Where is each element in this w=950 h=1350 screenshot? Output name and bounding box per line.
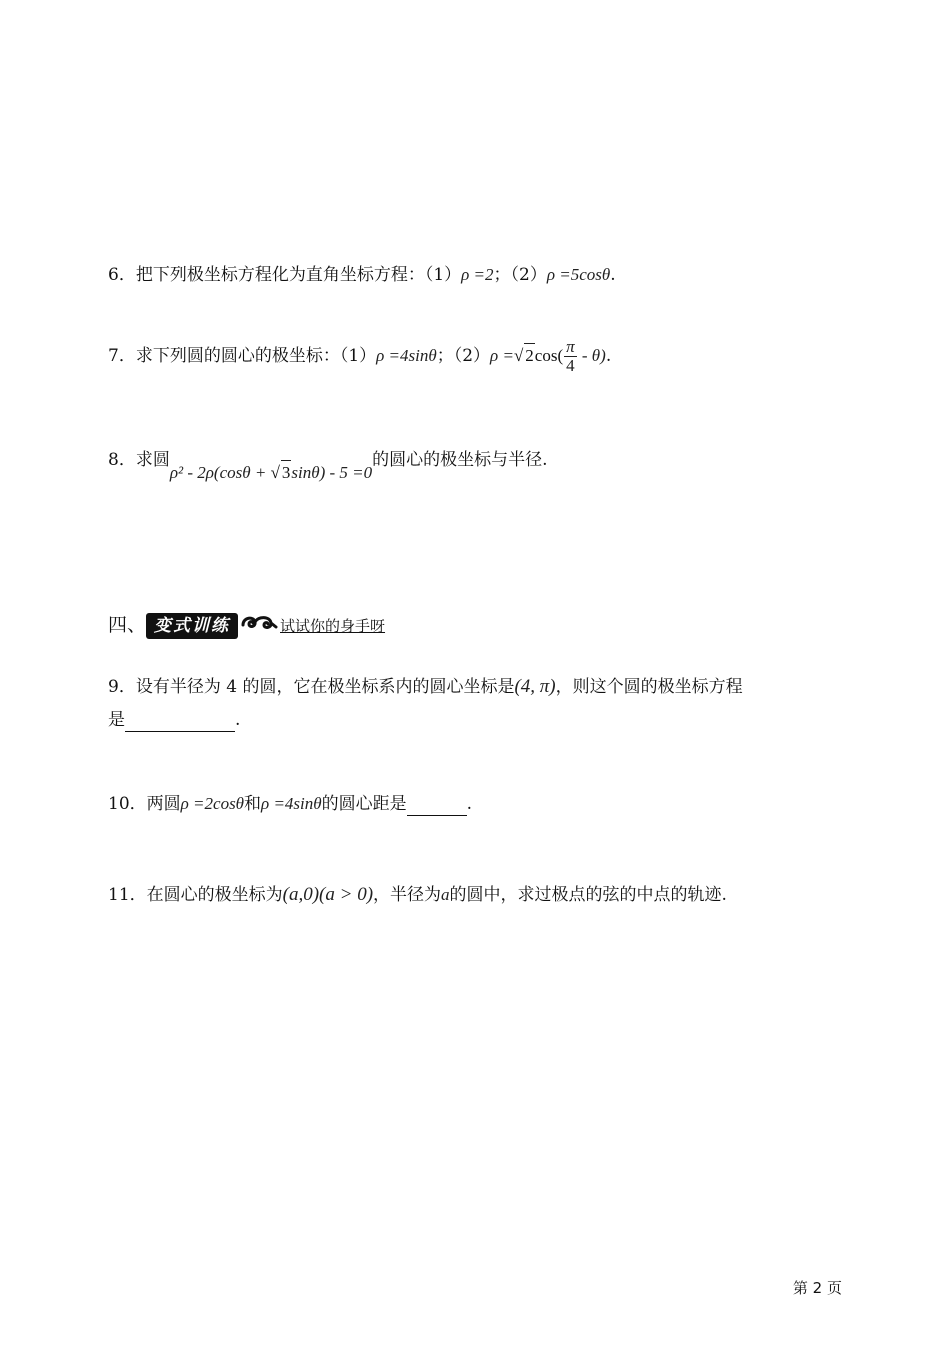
q10-answer-blank[interactable]	[407, 797, 467, 816]
q9-center: (4, π)	[514, 676, 556, 697]
q8-sqrt-value: 3	[281, 460, 292, 485]
q10-equation-1: ρ =2cosθ	[180, 794, 245, 813]
section-4-header	[108, 613, 385, 639]
q11-radius: a	[441, 885, 450, 904]
q7-fraction	[564, 338, 577, 375]
q8-equation	[170, 460, 372, 485]
section-4-prefix: 四、	[108, 614, 147, 636]
q8-end: 的圆心的极坐标与半径.	[372, 450, 548, 470]
sqrt-symbol: √	[270, 463, 280, 482]
q10-mid: 和	[244, 794, 262, 814]
q6-text: 6．把下列极坐标方程化为直角坐标方程：（1）	[108, 265, 462, 285]
swirl-icon	[240, 613, 278, 639]
q7-equation-2-prefix: ρ =	[490, 346, 514, 365]
q8-equation-suffix: sinθ) - 5 =0	[291, 463, 373, 482]
q11-center: (a,0)(a > 0)	[282, 884, 374, 905]
q11-text: 11．在圆心的极坐标为	[108, 885, 283, 905]
q7-text: 7．求下列圆的圆心的极坐标：（1）	[108, 346, 377, 366]
q8-text: 8．求圆	[108, 450, 170, 470]
q9-answer-blank[interactable]	[125, 713, 235, 732]
q7-end: .	[605, 346, 612, 366]
question-6	[108, 263, 616, 287]
q7-equation-1: ρ =4sinθ	[376, 346, 437, 365]
q7-equation-2-suffix: - θ)	[577, 346, 606, 365]
section-4-subtitle: 试试你的身手呀	[280, 617, 386, 635]
q11-end: 的圆中，求过极点的弦的中点的轨迹.	[449, 885, 727, 905]
q9-end-1: ，则这个圆的极坐标方程	[555, 677, 743, 697]
q9-end-2: .	[235, 710, 241, 730]
q7-separator: ；（2）	[436, 346, 491, 366]
q6-equation-2: ρ =5cosθ	[546, 265, 611, 284]
q10-end-2: .	[466, 794, 473, 814]
q10-equation-2: ρ =4sinθ	[261, 794, 322, 813]
q6-equation-1: ρ =2	[461, 265, 494, 284]
q7-sqrt-value: 2	[524, 343, 535, 368]
question-9-line-1	[108, 675, 743, 699]
q7-cos: cos(	[534, 346, 564, 365]
sqrt-symbol: √	[513, 346, 524, 365]
q6-separator: ；（2）	[493, 265, 547, 285]
q8-equation-prefix: ρ² - 2ρ(cosθ +	[169, 463, 271, 482]
q7-fraction-denominator: 4	[566, 356, 575, 375]
question-8	[108, 447, 548, 482]
question-11	[108, 883, 727, 907]
q9-line-2-text: 是	[108, 710, 125, 730]
question-10	[108, 792, 472, 816]
q6-end: .	[610, 265, 616, 285]
q9-text: 9．设有半径为 4 的圆，它在极坐标系内的圆心坐标是	[108, 677, 515, 697]
question-9-line-2	[108, 708, 240, 732]
question-7	[108, 338, 611, 375]
q10-end: 的圆心距是	[321, 794, 407, 814]
q7-fraction-numerator: π	[566, 337, 575, 356]
page-number: 第 2 页	[792, 1279, 842, 1297]
section-4-badge: 变式训练	[146, 613, 238, 639]
q10-text: 10．两圆	[108, 794, 181, 814]
q11-mid: ，半径为	[373, 885, 442, 905]
